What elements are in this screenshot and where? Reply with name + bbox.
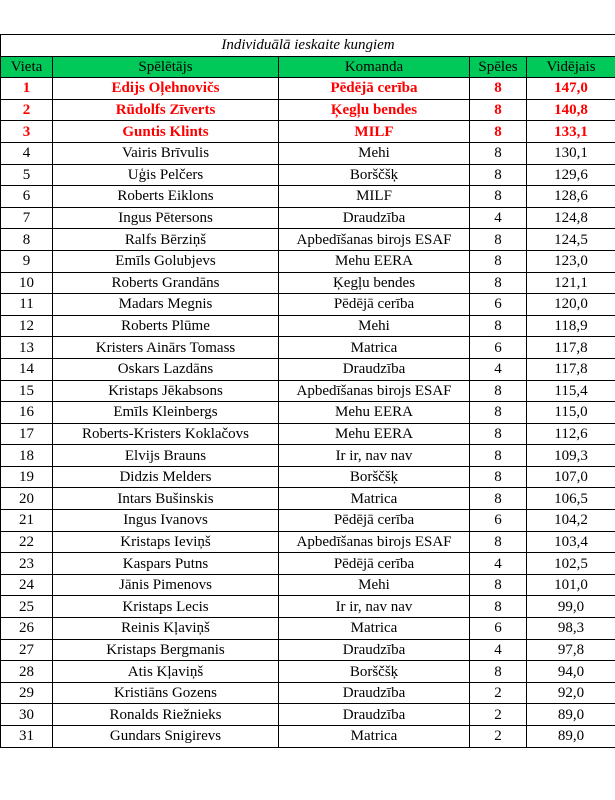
cell-games: 4 (470, 553, 527, 575)
cell-average: 104,2 (527, 510, 615, 532)
header-average: Vidējais (527, 56, 615, 78)
cell-player: Edijs Oļehnovičs (53, 78, 279, 100)
cell-player: Kristaps Jēkabsons (53, 380, 279, 402)
header-games: Spēles (470, 56, 527, 78)
cell-average: 101,0 (527, 574, 615, 596)
cell-place: 25 (1, 596, 53, 618)
cell-games: 8 (470, 380, 527, 402)
cell-team: Draudzība (279, 358, 470, 380)
cell-player: Kristaps Bergmanis (53, 639, 279, 661)
cell-average: 107,0 (527, 466, 615, 488)
cell-average: 124,8 (527, 207, 615, 229)
cell-player: Roberts Grandāns (53, 272, 279, 294)
cell-games: 8 (470, 99, 527, 121)
cell-player: Ronalds Riežnieks (53, 704, 279, 726)
cell-place: 1 (1, 78, 53, 100)
cell-team: MILF (279, 121, 470, 143)
table-row (1, 553, 615, 575)
cell-games: 8 (470, 315, 527, 337)
cell-average: 97,8 (527, 639, 615, 661)
cell-average: 121,1 (527, 272, 615, 294)
standings-table (0, 34, 615, 748)
cell-player: Ralfs Bērziņš (53, 229, 279, 251)
table-row (1, 466, 615, 488)
cell-player: Oskars Lazdāns (53, 358, 279, 380)
cell-place: 27 (1, 639, 53, 661)
cell-player: Uģis Pelčers (53, 164, 279, 186)
cell-player: Reinis Kļaviņš (53, 618, 279, 640)
cell-team: Draudzība (279, 682, 470, 704)
cell-player: Emīls Kleinbergs (53, 402, 279, 424)
cell-player: Didzis Melders (53, 466, 279, 488)
cell-place: 22 (1, 531, 53, 553)
cell-place: 20 (1, 488, 53, 510)
cell-player: Ingus Pētersons (53, 207, 279, 229)
table-row (1, 272, 615, 294)
table-row (1, 423, 615, 445)
cell-average: 117,8 (527, 358, 615, 380)
table-row (1, 380, 615, 402)
cell-average: 103,4 (527, 531, 615, 553)
cell-average: 92,0 (527, 682, 615, 704)
table-row (1, 121, 615, 143)
cell-games: 6 (470, 294, 527, 316)
cell-place: 26 (1, 618, 53, 640)
cell-team: Pēdējā cerība (279, 553, 470, 575)
table-row (1, 704, 615, 726)
cell-place: 29 (1, 682, 53, 704)
cell-place: 21 (1, 510, 53, 532)
cell-team: Ir ir, nav nav (279, 596, 470, 618)
table-body (1, 78, 615, 747)
cell-team: Draudzība (279, 704, 470, 726)
cell-place: 9 (1, 250, 53, 272)
table-row (1, 682, 615, 704)
cell-place: 2 (1, 99, 53, 121)
table-row (1, 186, 615, 208)
cell-average: 124,5 (527, 229, 615, 251)
cell-average: 115,0 (527, 402, 615, 424)
header-row (1, 56, 615, 78)
cell-place: 7 (1, 207, 53, 229)
header-place: Vieta (1, 56, 53, 78)
cell-player: Roberts Eiklons (53, 186, 279, 208)
cell-team: Ir ir, nav nav (279, 445, 470, 467)
cell-place: 6 (1, 186, 53, 208)
table-row (1, 358, 615, 380)
cell-games: 8 (470, 250, 527, 272)
cell-team: Pēdējā cerība (279, 78, 470, 100)
cell-place: 5 (1, 164, 53, 186)
cell-average: 109,3 (527, 445, 615, 467)
cell-games: 6 (470, 510, 527, 532)
cell-games: 8 (470, 78, 527, 100)
cell-player: Elvijs Brauns (53, 445, 279, 467)
cell-place: 4 (1, 142, 53, 164)
table-row (1, 488, 615, 510)
cell-games: 8 (470, 466, 527, 488)
cell-games: 8 (470, 142, 527, 164)
cell-place: 11 (1, 294, 53, 316)
cell-team: Ķegļu bendes (279, 272, 470, 294)
cell-average: 99,0 (527, 596, 615, 618)
table-row (1, 531, 615, 553)
cell-player: Rūdolfs Zīverts (53, 99, 279, 121)
cell-place: 15 (1, 380, 53, 402)
table-row (1, 78, 615, 100)
cell-team: Matrica (279, 726, 470, 748)
cell-player: Vairis Brīvulis (53, 142, 279, 164)
cell-team: Draudzība (279, 207, 470, 229)
cell-games: 8 (470, 164, 527, 186)
table-row (1, 661, 615, 683)
cell-place: 14 (1, 358, 53, 380)
table-row (1, 142, 615, 164)
cell-place: 30 (1, 704, 53, 726)
cell-player: Intars Bušinskis (53, 488, 279, 510)
cell-games: 8 (470, 229, 527, 251)
cell-average: 115,4 (527, 380, 615, 402)
cell-place: 3 (1, 121, 53, 143)
cell-place: 10 (1, 272, 53, 294)
cell-team: Mehi (279, 574, 470, 596)
cell-player: Kaspars Putns (53, 553, 279, 575)
cell-team: Mehi (279, 142, 470, 164)
cell-games: 8 (470, 574, 527, 596)
cell-team: Ķegļu bendes (279, 99, 470, 121)
cell-place: 18 (1, 445, 53, 467)
cell-team: Draudzība (279, 639, 470, 661)
table-row (1, 315, 615, 337)
cell-team: Mehi (279, 315, 470, 337)
cell-average: 106,5 (527, 488, 615, 510)
cell-games: 2 (470, 704, 527, 726)
cell-team: Apbedīšanas birojs ESAF (279, 531, 470, 553)
cell-average: 120,0 (527, 294, 615, 316)
cell-team: Apbedīšanas birojs ESAF (279, 229, 470, 251)
cell-player: Kristaps Lecis (53, 596, 279, 618)
cell-place: 23 (1, 553, 53, 575)
cell-player: Madars Megnis (53, 294, 279, 316)
cell-games: 6 (470, 337, 527, 359)
cell-place: 28 (1, 661, 53, 683)
header-team: Komanda (279, 56, 470, 78)
cell-games: 8 (470, 402, 527, 424)
table-row (1, 596, 615, 618)
cell-games: 8 (470, 661, 527, 683)
cell-player: Kristiāns Gozens (53, 682, 279, 704)
cell-player: Guntis Klints (53, 121, 279, 143)
cell-team: Mehu EERA (279, 423, 470, 445)
cell-average: 112,6 (527, 423, 615, 445)
cell-games: 8 (470, 488, 527, 510)
cell-team: Matrica (279, 618, 470, 640)
cell-games: 8 (470, 596, 527, 618)
cell-games: 8 (470, 531, 527, 553)
cell-games: 4 (470, 207, 527, 229)
cell-place: 31 (1, 726, 53, 748)
table-row (1, 639, 615, 661)
cell-games: 2 (470, 726, 527, 748)
cell-average: 128,6 (527, 186, 615, 208)
cell-games: 4 (470, 639, 527, 661)
cell-place: 24 (1, 574, 53, 596)
table-row (1, 402, 615, 424)
cell-average: 140,8 (527, 99, 615, 121)
cell-games: 8 (470, 272, 527, 294)
cell-average: 130,1 (527, 142, 615, 164)
cell-average: 94,0 (527, 661, 615, 683)
cell-average: 98,3 (527, 618, 615, 640)
cell-average: 147,0 (527, 78, 615, 100)
title-row (1, 35, 615, 57)
cell-team: Matrica (279, 337, 470, 359)
cell-place: 19 (1, 466, 53, 488)
cell-games: 4 (470, 358, 527, 380)
cell-player: Kristaps Ieviņš (53, 531, 279, 553)
cell-player: Atis Kļaviņš (53, 661, 279, 683)
cell-average: 89,0 (527, 726, 615, 748)
table-row (1, 618, 615, 640)
table-row (1, 294, 615, 316)
header-player: Spēlētājs (53, 56, 279, 78)
cell-average: 117,8 (527, 337, 615, 359)
cell-team: MILF (279, 186, 470, 208)
cell-average: 102,5 (527, 553, 615, 575)
cell-average: 89,0 (527, 704, 615, 726)
cell-team: Borščšķ (279, 661, 470, 683)
cell-team: Mehu EERA (279, 250, 470, 272)
cell-player: Roberts Plūme (53, 315, 279, 337)
cell-team: Matrica (279, 488, 470, 510)
cell-games: 8 (470, 121, 527, 143)
cell-games: 8 (470, 445, 527, 467)
cell-place: 17 (1, 423, 53, 445)
table-row (1, 445, 615, 467)
table-row (1, 510, 615, 532)
cell-place: 12 (1, 315, 53, 337)
table-row (1, 164, 615, 186)
cell-place: 13 (1, 337, 53, 359)
cell-average: 133,1 (527, 121, 615, 143)
table-row (1, 99, 615, 121)
cell-player: Gundars Snigirevs (53, 726, 279, 748)
cell-average: 129,6 (527, 164, 615, 186)
cell-team: Mehu EERA (279, 402, 470, 424)
table-title: Individuālā ieskaite kungiem (1, 35, 615, 57)
cell-games: 8 (470, 423, 527, 445)
table-row (1, 726, 615, 748)
table-row (1, 250, 615, 272)
cell-average: 123,0 (527, 250, 615, 272)
cell-games: 8 (470, 186, 527, 208)
table-row (1, 574, 615, 596)
cell-player: Roberts-Kristers Koklačovs (53, 423, 279, 445)
cell-player: Jānis Pimenovs (53, 574, 279, 596)
table-row (1, 229, 615, 251)
cell-team: Borščšķ (279, 164, 470, 186)
cell-player: Ingus Ivanovs (53, 510, 279, 532)
cell-player: Emīls Golubjevs (53, 250, 279, 272)
cell-player: Kristers Ainārs Tomass (53, 337, 279, 359)
cell-team: Borščšķ (279, 466, 470, 488)
cell-games: 6 (470, 618, 527, 640)
table-row (1, 207, 615, 229)
cell-place: 8 (1, 229, 53, 251)
cell-average: 118,9 (527, 315, 615, 337)
cell-team: Pēdējā cerība (279, 294, 470, 316)
cell-games: 2 (470, 682, 527, 704)
cell-team: Apbedīšanas birojs ESAF (279, 380, 470, 402)
table-row (1, 337, 615, 359)
cell-team: Pēdējā cerība (279, 510, 470, 532)
cell-place: 16 (1, 402, 53, 424)
